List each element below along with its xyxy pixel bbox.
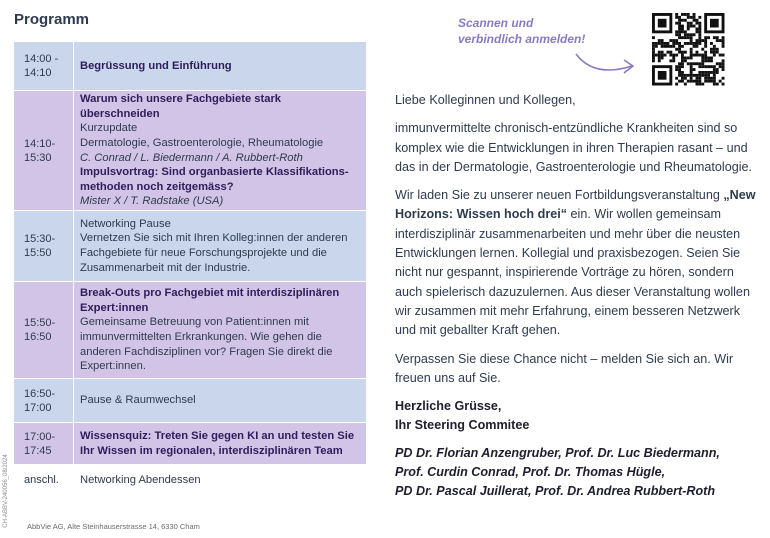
time-line: 14:10- bbox=[24, 137, 56, 150]
time-line: anschl. bbox=[24, 474, 59, 486]
program-time bbox=[14, 465, 74, 495]
description-line: Wissensquiz: Treten Sie gegen KI an und testen Sie bbox=[80, 429, 355, 442]
sign-committee: Ihr Steering Commitee bbox=[395, 418, 530, 433]
names-line-1: PD Dr. Florian Anzengruber, Prof. Dr. Luc Biedermann, bbox=[395, 445, 720, 460]
description-line: Warum sich unsere Fachgebiete stark überschneiden bbox=[80, 93, 282, 120]
description-line: Pause & Raumwechsel bbox=[80, 394, 196, 407]
names-line-3: PD Dr. Pascal Juillerat, Prof. Dr. Andrea Rubbert-Roth bbox=[395, 484, 716, 499]
invitation-letter bbox=[395, 91, 757, 502]
letter-paragraph-3: Verpassen Sie diese Chance nicht – melden Sie sich an. Wir freuen uns auf Sie. bbox=[395, 351, 734, 385]
company-address: AbbVie AG, Alte Steinhauserstrasse 14, 6330 Cham bbox=[27, 522, 200, 531]
description-line: Expert:innen. bbox=[80, 360, 146, 373]
program-time bbox=[14, 379, 74, 422]
program-description bbox=[74, 423, 366, 464]
time-line: 15:50- bbox=[24, 317, 56, 329]
description-line: C. Conrad / L. Biedermann / A. Rubbert-Roth bbox=[80, 151, 303, 164]
letter-paragraph-1: immunvermittelte chronisch-entzündliche Krankheiten sind so komplex wie die Entwicklungen in ihren Therapien rasant – und das in der Dermatologie, Gastroenterologie und Rheumatologie. bbox=[395, 121, 753, 174]
program-row bbox=[14, 423, 366, 465]
p2-text: Wir laden Sie zu unserer neuen Fortbildungsveranstaltung bbox=[395, 188, 724, 203]
description-line: Kurzupdate bbox=[80, 122, 138, 135]
names-line-2: Prof. Curdin Conrad, Prof. Dr. Thomas Hügle, bbox=[395, 465, 666, 480]
description-line: Networking Abendessen bbox=[80, 473, 201, 486]
scan-prompt bbox=[458, 15, 585, 47]
program-table bbox=[14, 42, 366, 496]
program-row bbox=[14, 211, 366, 282]
time-line: 16:50 bbox=[24, 331, 52, 343]
program-description bbox=[74, 42, 366, 90]
organizer-names bbox=[395, 444, 757, 502]
time-line: 17:00- bbox=[24, 430, 56, 443]
description-line: Zusammenarbeit mit der Industrie. bbox=[80, 261, 251, 274]
program-time bbox=[14, 282, 74, 378]
program-description bbox=[74, 379, 366, 422]
sign-greeting: Herzliche Grüsse, bbox=[395, 399, 502, 414]
qr-code-icon[interactable] bbox=[648, 10, 728, 88]
program-row bbox=[14, 42, 366, 91]
time-line: 17:45 bbox=[24, 444, 52, 457]
time-line: 15:50 bbox=[24, 247, 52, 259]
scan-line-1: Scannen und bbox=[458, 16, 534, 30]
description-line: Expert:innen bbox=[80, 301, 149, 314]
time-line: 14:10 bbox=[24, 67, 52, 79]
description-line: Impulsvortrag: Sind organbasierte Klassifikations- bbox=[80, 166, 349, 179]
document-code: CH-ABBV-240056_08/2024 bbox=[3, 454, 9, 528]
description-line: methoden noch zeitgemäss? bbox=[80, 180, 234, 193]
program-heading: Programm bbox=[14, 11, 90, 28]
program-time bbox=[14, 423, 74, 464]
time-line: 17:00 bbox=[24, 401, 52, 414]
letter-paragraph-2 bbox=[395, 186, 757, 340]
curved-arrow-icon bbox=[572, 48, 640, 80]
description-line: immunvermittelten Erkrankungen. Wie gehen die bbox=[80, 331, 322, 343]
description-line: Gemeinsame Betreuung von Patient:innen mit bbox=[80, 316, 309, 329]
event-title: „New Horizons: Wissen hoch drei“ bbox=[395, 188, 756, 222]
description-line: Vernetzen Sie sich mit Ihren Kolleg:innen der anderen bbox=[80, 232, 348, 245]
description-line: Fachgebiete für neue Forschungsprojekte und die bbox=[80, 247, 327, 259]
time-line: 16:50- bbox=[24, 387, 56, 400]
program-description bbox=[74, 282, 366, 378]
p2-text-end: ein. Wir wollen gemeinsam interdisziplinär zusammenarbeiten und mehr über die neusten Entwicklungen lernen. Kollegial und praxisbezogen. Seien Sie nicht nur gespannt, inspirierende Vorträge zu hören, sondern auch spielerisch dazuzulernen. Aus dieser Veranstaltung wollen wir zusammen mit mehr Erfahrung, einem besseren Netzwerk und mit geballter Kraft gehen. bbox=[395, 207, 750, 338]
program-time bbox=[14, 211, 74, 281]
program-time bbox=[14, 42, 74, 90]
description-line: Break-Outs pro Fachgebiet mit interdisziplinären bbox=[80, 287, 340, 300]
description-line: anderen Fachdisziplinen vor? Fragen Sie direkt die bbox=[80, 345, 333, 358]
description-line: Mister X / T. Radstake (USA) bbox=[80, 195, 224, 208]
scan-line-2: verbindlich anmelden! bbox=[458, 32, 586, 46]
description-line: Dermatologie, Gastroenterologie, Rheumatologie bbox=[80, 136, 324, 149]
letter-greeting: Liebe Kolleginnen und Kollegen, bbox=[395, 93, 576, 107]
program-row bbox=[14, 379, 366, 423]
time-line: 15:30 bbox=[24, 151, 52, 164]
program-row bbox=[14, 465, 366, 496]
program-row bbox=[14, 282, 366, 379]
program-row bbox=[14, 91, 366, 211]
description-line: Ihr Wissen im regionalen, interdisziplinären Team bbox=[80, 444, 343, 457]
time-line: 14:00 - bbox=[24, 53, 59, 65]
description-line: Begrüssung und Einführung bbox=[80, 59, 232, 72]
description-line: Networking Pause bbox=[80, 217, 171, 230]
program-description bbox=[74, 91, 366, 210]
program-description bbox=[74, 465, 366, 495]
time-line: 15:30- bbox=[24, 233, 56, 245]
program-description bbox=[74, 211, 366, 281]
program-time bbox=[14, 91, 74, 210]
